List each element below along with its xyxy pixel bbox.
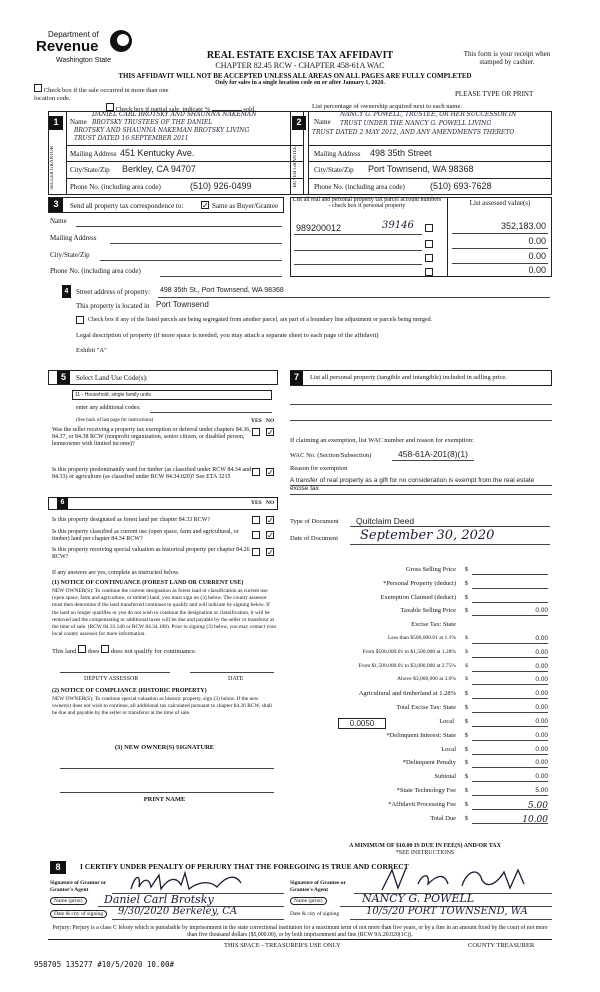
assessed-value-2[interactable]: 0.00 bbox=[528, 236, 546, 246]
s5-q1-yes[interactable] bbox=[252, 428, 260, 436]
tax-value[interactable] bbox=[472, 580, 548, 589]
tax-row: From $500,000.01 to $1,500,000 at 1.28% $ 0.00 bbox=[362, 648, 548, 656]
located-in[interactable]: Port Townsend bbox=[156, 300, 209, 309]
s6-question-3: Is this property receiving special valuation as historical property per chapter 84.26 RCW? bbox=[52, 547, 250, 560]
tax-row: *Delinquent Interest: State $ 0.00 bbox=[386, 731, 548, 739]
seller-phone[interactable]: (510) 926-0499 bbox=[190, 181, 252, 191]
local-tax-row: 0.0050 Local $ 0.00 bbox=[290, 718, 552, 732]
dept-line3: Washington State bbox=[56, 57, 111, 64]
tax-row: *Affidavit Processing Fee $ 5.00 bbox=[388, 800, 548, 811]
buyer-phone[interactable]: (510) 693-7628 bbox=[430, 181, 492, 191]
tax-row: Excise Tax: State bbox=[411, 621, 456, 629]
tax-value[interactable]: 0.00 bbox=[472, 704, 548, 713]
tax-row: Exemption Claimed (deduct) $ bbox=[290, 594, 552, 608]
corr-mailing-label: Mailing Address bbox=[50, 234, 97, 242]
seller-city-label: City/State/Zip bbox=[70, 166, 110, 174]
buyer-city[interactable]: Port Townsend, WA 98368 bbox=[368, 164, 474, 174]
buyer-mailing-label: Mailing Address bbox=[314, 150, 361, 158]
personal-property-label: List all personal property (tangible and intangible) included in selling price. bbox=[310, 374, 507, 381]
dept-line2: Revenue bbox=[36, 38, 99, 55]
minimum-note: A MINIMUM OF $10.00 IS DUE IN FEE(S) AND/OR TAX bbox=[349, 843, 501, 849]
personal-property-checkbox-1[interactable] bbox=[425, 224, 433, 232]
tax-row: Less than $500,000.01 at 1.1% $ 0.00 bbox=[388, 634, 548, 642]
seller-name-line3[interactable]: BROTSKY AND SHAUNNA NAKEMAN BROTSKY LIVING bbox=[74, 127, 250, 134]
correspondence-label: Send all property tax correspondence to: bbox=[70, 202, 184, 210]
section-8-badge: 8 bbox=[50, 861, 66, 874]
street-label: Street address of property: bbox=[76, 288, 151, 296]
grantee-signature[interactable] bbox=[378, 862, 553, 896]
wac-label: WAC No. (Section/Subsection) bbox=[290, 452, 372, 459]
segregated-text: Check box if any of the listed parcels are being segregated from another parcel, are part of a boundary line adjustment or parcels being merged. bbox=[88, 317, 433, 323]
same-as-buyer-checkbox[interactable] bbox=[201, 201, 209, 209]
local-tax-value[interactable]: 0.00 bbox=[472, 718, 548, 727]
section-7-badge: 7 bbox=[290, 371, 303, 385]
seller-name-label: Name bbox=[70, 118, 87, 126]
see-instructions: *SEE INSTRUCTIONS bbox=[395, 850, 455, 856]
s6-q2-no[interactable] bbox=[266, 531, 274, 539]
tax-row: *State Technology Fee $ 5.00 bbox=[396, 786, 548, 794]
seller-city[interactable]: Berkley, CA 94707 bbox=[122, 164, 196, 174]
s5-question-2: Is this property predominantly used for timber (as classified under RCW 84.34 and 84.33) or agriculture (as classified under RCW 84.34.020)? See ETA 3215 bbox=[52, 467, 252, 480]
s6-question-1: Is this property designated as forest land per chapter 84.33 RCW? bbox=[52, 517, 211, 523]
buyer-phone-label: Phone No. (including area code) bbox=[314, 183, 405, 191]
exemption-reason[interactable]: A transfer of real property as a gift for no consideration is exempt from the real estate excise tax bbox=[290, 477, 535, 492]
section-5-badge: 5 bbox=[57, 371, 70, 384]
segregated-checkbox[interactable] bbox=[76, 316, 84, 324]
seller-side-label: SELLER GRANTOR bbox=[50, 146, 55, 190]
tax-row: Above $3,000,000 at 3.0% $ 0.00 bbox=[397, 676, 548, 684]
county-treasurer: COUNTY TREASURER bbox=[468, 942, 535, 949]
tax-value[interactable] bbox=[472, 594, 548, 603]
dor-logo bbox=[34, 28, 134, 70]
corr-city-label: City/State/Zip bbox=[50, 251, 90, 259]
only-sales-line: Only for sales in a single location code on or after January 1, 2020. bbox=[215, 80, 385, 86]
exhibit-text: Exhibit "A" bbox=[76, 347, 107, 354]
tax-row: Agricultural and timberland at 1.28% $ 0.00 bbox=[358, 690, 548, 698]
notice1-text: NEW OWNER(S): To continue the current designation as forest land or classification as current use (open space, farm and agriculture, or timber) land, you must sign on (3) below. The county assessor must then determine if the land transferred continues to qualify and will indicate by signing below. If the land no longer qualifies or you do not wish to continue the designation or classification, it will be removed and the compensating or additional taxes will be due and payable by the seller or transferor at the time of sale. (RCW 84.33.140 or RCW 84.34.108). Prior to signing (3) below, you may contact your local county assessor for more information. bbox=[52, 588, 277, 638]
buyer-mailing[interactable]: 498 35th Street bbox=[370, 148, 432, 158]
buyer-city-label: City/State/Zip bbox=[314, 166, 354, 174]
total-due-value[interactable]: 10.00 bbox=[472, 815, 548, 824]
tax-rows bbox=[290, 566, 552, 828]
tax-value[interactable]: 0.00 bbox=[472, 690, 548, 699]
tax-value[interactable]: 0.00 bbox=[472, 732, 548, 741]
buyer-name-line1[interactable]: NANCY G. POWELL, TRUSTEE, OR HER SUCCESSOR IN bbox=[340, 111, 517, 118]
treasurer-space: THIS SPACE - TREASURER'S USE ONLY bbox=[224, 942, 341, 949]
partial-sale-checkbox[interactable] bbox=[106, 103, 114, 111]
street-address[interactable]: 498 35th St., Port Townsend, WA 98368 bbox=[160, 287, 284, 294]
section-3-badge: 3 bbox=[49, 198, 63, 212]
corr-phone-label: Phone No. (including area code) bbox=[50, 267, 141, 275]
tax-value[interactable]: 0.00 bbox=[472, 607, 548, 616]
s6-yes-label: YES bbox=[251, 500, 262, 506]
s5-q2-no[interactable] bbox=[266, 468, 274, 476]
land-use-select[interactable]: 11 - Household, single family units bbox=[72, 390, 272, 400]
seller-name-line2[interactable]: BROTSKY TRUSTEES OF THE DANIEL bbox=[92, 119, 213, 126]
tax-value[interactable]: 0.00 bbox=[472, 746, 548, 755]
receipt-stamp: 958705 135277 #10/5/2020 10.00# bbox=[34, 960, 174, 969]
buyer-name-line2[interactable]: TRUST UNDER THE NANCY G. POWELL LIVING bbox=[340, 120, 492, 127]
s6-question-2: Is this property classified as current use (open space, farm and agricultural, or timber) land per chapter 84.34 RCW? bbox=[52, 529, 239, 542]
assessed-value-1[interactable]: 352,183.00 bbox=[500, 221, 546, 231]
grantee-date-label: Date & city of signing bbox=[290, 911, 340, 917]
seller-name-line4[interactable]: TRUST DATED 16 SEPTEMBER 2011 bbox=[74, 135, 189, 142]
personal-property-checkbox-3[interactable] bbox=[425, 254, 433, 262]
tax-value[interactable]: 0.00 bbox=[472, 759, 548, 768]
deputy-assessor-label: DEPUTY ASSESSOR bbox=[84, 676, 139, 682]
tax-row: Total Due $ 10.00 bbox=[430, 814, 548, 825]
if-yes-note: If any answers are yes, complete as instructed below. bbox=[52, 570, 180, 576]
wac-number[interactable]: 458-61A-201(8)(1) bbox=[398, 449, 468, 459]
section-4-badge: 4 bbox=[62, 285, 71, 298]
notice2-text: NEW OWNER(S): To continue special valuation as historic property, sign (3) below. If the new owner(s) does not wish to continue, all additional tax calculated pursuant to chapter 84.26 RCW, shall be due and payable by the seller or transferor at the time of sale. bbox=[52, 696, 272, 717]
tax-row: Gross Selling Price $ bbox=[290, 566, 552, 580]
ownership-note: List percentage of ownership acquired next to each name. bbox=[312, 103, 462, 110]
grantor-signature[interactable] bbox=[125, 871, 285, 895]
corr-name-label: Name bbox=[50, 217, 67, 225]
tax-value[interactable]: 0.00 bbox=[472, 635, 548, 644]
parcel-handwritten: 39146 bbox=[382, 220, 414, 231]
s6-q3-no[interactable] bbox=[266, 548, 274, 556]
perjury-notice: Perjury: Perjury is a class C felony which is punishable by imprisonment in the state correctional institution for a maximum term of not more than five years, or by a fine in an amount fixed by the court of not more than five thousand dollars ($5,000.00), or by both imprisonment and fine (RCW 9A.20.020(1C)). bbox=[52, 925, 548, 938]
s5-q1-no[interactable] bbox=[266, 428, 274, 436]
seller-mailing-label: Mailing Address bbox=[70, 150, 117, 158]
tax-value[interactable] bbox=[472, 566, 548, 575]
doc-type-label: Type of Document bbox=[290, 518, 339, 525]
local-rate-box[interactable]: 0.0050 bbox=[338, 718, 386, 729]
tax-value[interactable]: 0.00 bbox=[472, 663, 548, 672]
personal-property-checkbox-4[interactable] bbox=[425, 268, 433, 276]
print-name-label: PRINT NAME bbox=[143, 796, 186, 803]
grantee-signature-label: Signature of Grantee or Grantee's Agent bbox=[290, 880, 346, 893]
notice2-title: (2) NOTICE OF COMPLIANCE (HISTORIC PROPERTY) bbox=[52, 688, 207, 694]
does-checkbox[interactable] bbox=[78, 645, 86, 653]
tax-value[interactable]: 0.00 bbox=[472, 773, 548, 782]
multi-location-row: Check box if the sale occurred in more than one location code. bbox=[34, 84, 174, 102]
seller-name-line1[interactable]: DANIEL CARL BROTSKY AND SHAUNNA NAKEMAN bbox=[92, 111, 257, 118]
s5-q2-yes[interactable] bbox=[252, 468, 260, 476]
s6-q3-yes[interactable] bbox=[252, 548, 260, 556]
tax-value[interactable]: 5.00 bbox=[472, 787, 548, 796]
grantor-name-label: Name (print) bbox=[50, 897, 87, 905]
tax-row: From $1,500,000.01 to $3,000,000 at 2.75% $ 0.00 bbox=[358, 662, 548, 670]
multi-location-checkbox[interactable] bbox=[34, 84, 42, 92]
additional-codes-label: enter any additional codes: bbox=[76, 405, 141, 411]
tax-row: Subtotal $ 0.00 bbox=[434, 773, 548, 781]
reason-label: Reason for exemption bbox=[290, 465, 348, 472]
assessed-header: List assessed value(s) bbox=[469, 199, 531, 207]
s5-yes-label: YES bbox=[251, 418, 262, 424]
tax-row: Total Excise Tax: State $ 0.00 bbox=[396, 703, 548, 711]
grantee-name-label: Name (print) bbox=[290, 897, 327, 905]
tax-value[interactable]: 5.00 bbox=[472, 801, 548, 810]
s6-q1-no[interactable] bbox=[266, 516, 274, 524]
tax-row: *Delinquent Penalty $ 0.00 bbox=[402, 759, 548, 767]
same-as-buyer-label: Same as Buyer/Grantee bbox=[212, 202, 279, 210]
s5-question-1: Was the seller receiving a property tax exemption or deferral under chapters 84.36, 84.37, or 84.38 RCW (nonprofit organization, senior citizen, or disabled person, homeowner with limited income)? bbox=[52, 427, 251, 447]
continuance-row: This land does does not qualify for continuance. bbox=[52, 645, 197, 655]
buyer-name-label: Name bbox=[314, 118, 331, 126]
section-1-badge: 1 bbox=[49, 116, 63, 130]
seller-phone-label: Phone No. (including area code) bbox=[70, 183, 161, 191]
see-back-note: (See back of last page for instructions) bbox=[76, 418, 154, 423]
dept-line1: Department of bbox=[48, 30, 99, 39]
parcel-number[interactable]: 989200012 bbox=[296, 223, 342, 233]
tax-value[interactable]: 0.00 bbox=[472, 649, 548, 658]
assessor-date-label: DATE bbox=[228, 676, 244, 682]
grantor-date-label: Date & city of signing bbox=[50, 910, 107, 918]
tax-row: Taxable Selling Price $ 0.00 bbox=[400, 607, 548, 615]
new-owner-signature-label: (3) NEW OWNER(S) SIGNATURE bbox=[114, 744, 215, 751]
s6-q1-yes[interactable] bbox=[252, 516, 260, 524]
doc-date-label: Date of Document bbox=[290, 535, 339, 542]
land-use-label: Select Land Use Code(s): bbox=[76, 374, 148, 382]
receipt-note: This form is your receipt when stamped by cashier. bbox=[463, 50, 551, 66]
located-label: This property is located in bbox=[76, 302, 150, 310]
grantee-date[interactable]: 10/5/20 PORT TOWNSEND, WA bbox=[366, 906, 528, 917]
parcels-header: List all real and personal property tax parcel account numbers - check box if personal property bbox=[292, 197, 442, 209]
partial-sale-row: Check box if partial sale, indicate % sold. bbox=[106, 103, 306, 113]
section-6-header bbox=[48, 497, 278, 510]
assessed-value-3[interactable]: 0.00 bbox=[528, 251, 546, 261]
certify-statement: I CERTIFY UNDER PENALTY OF PERJURY THAT THE FOREGOING IS TRUE AND CORRECT bbox=[80, 862, 409, 871]
tax-row: *Personal Property (deduct) $ bbox=[290, 580, 552, 594]
warning-line: THIS AFFIDAVIT WILL NOT BE ACCEPTED UNLESS ALL AREAS ON ALL PAGES ARE FULLY COMPLETED bbox=[118, 72, 472, 80]
form-title: REAL ESTATE EXCISE TAX AFFIDAVIT bbox=[206, 50, 394, 61]
buyer-name-line3[interactable]: TRUST DATED 2 MAY 2012, AND ANY AMENDMENTS THERETO bbox=[312, 129, 515, 136]
doc-type[interactable]: Quitclaim Deed bbox=[356, 516, 415, 526]
s6-q2-yes[interactable] bbox=[252, 531, 260, 539]
seller-mailing[interactable]: 451 Kentucky Ave. bbox=[120, 148, 195, 158]
section-2-badge: 2 bbox=[292, 116, 306, 130]
tax-value[interactable]: 0.00 bbox=[472, 676, 548, 685]
personal-property-checkbox-2[interactable] bbox=[425, 240, 433, 248]
grantor-signature-label: Signature of Grantor or Grantor's Agent bbox=[50, 880, 107, 893]
section-6-badge: 6 bbox=[57, 497, 68, 509]
grantor-name[interactable]: Daniel Carl Brotsky bbox=[104, 893, 214, 906]
notice1-title: (1) NOTICE OF CONTINUANCE (FOREST LAND OR CURRENT USE) bbox=[52, 580, 244, 586]
grantor-date[interactable]: 9/30/2020 Berkeley, CA bbox=[118, 906, 238, 917]
type-print-note: PLEASE TYPE OR PRINT bbox=[455, 90, 534, 98]
exemption-label: If claiming an exemption, list WAC number and reason for exemption: bbox=[290, 437, 474, 444]
tax-row: Local $ 0.00 bbox=[441, 745, 548, 753]
assessed-value-4[interactable]: 0.00 bbox=[528, 265, 546, 275]
doc-date[interactable]: September 30, 2020 bbox=[360, 528, 495, 543]
legal-description-label: Legal description of property (if more space is needed, you may attach a separate sheet to each page of the affidavit) bbox=[76, 332, 379, 339]
does-not-checkbox[interactable] bbox=[101, 645, 109, 653]
s6-no-label: NO bbox=[266, 500, 275, 506]
s5-no-label: NO bbox=[266, 418, 275, 424]
buyer-side-label: BUYER GRANTEE bbox=[293, 146, 298, 188]
form-subtitle: CHAPTER 82.45 RCW - CHAPTER 458-61A WAC bbox=[215, 61, 385, 70]
grantee-name[interactable]: NANCY G. POWELL bbox=[362, 892, 475, 905]
